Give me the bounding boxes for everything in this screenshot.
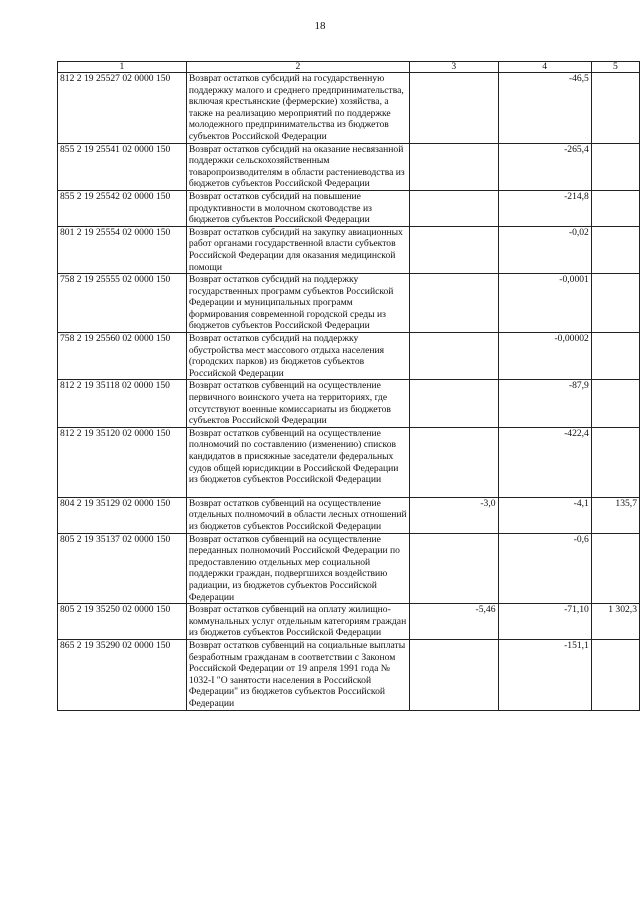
budget-code: 812 2 19 35120 02 0000 150 [58,427,187,497]
budget-code: 801 2 19 25554 02 0000 150 [58,226,187,273]
value-col5: 135,7 [591,497,639,533]
table-row [58,226,640,273]
value-col5 [591,333,639,380]
value-col3: -3,0 [410,497,499,533]
value-col4: -0,6 [498,533,591,604]
budget-code: 865 2 19 35290 02 0000 150 [58,639,187,710]
value-col3 [410,380,499,427]
table-row [58,380,640,427]
value-col5 [591,427,639,497]
value-col3 [410,427,499,497]
value-col4: -0,02 [498,226,591,273]
table-row [58,427,640,497]
value-col5 [591,226,639,273]
budget-code: 805 2 19 35250 02 0000 150 [58,604,187,640]
value-col4: -71,10 [498,604,591,640]
row-description: Возврат остатков субсидий на оказание несвязанной поддержки сельскохозяйственным товаропроизводителям в области растениеводства из бюджетов субъектов Российской Федерации [186,143,409,190]
table-row [58,190,640,226]
value-col5 [591,143,639,190]
value-col5: 1 302,3 [591,604,639,640]
value-col3 [410,143,499,190]
table-row [58,639,640,710]
value-col4: -4,1 [498,497,591,533]
budget-code: 855 2 19 25541 02 0000 150 [58,143,187,190]
row-description: Возврат остатков субсидий на закупку авиационных работ органами государственной власти субъектов Российской Федерации для оказания медицинской помощи [186,226,409,273]
value-col5 [591,639,639,710]
value-col3: -5,46 [410,604,499,640]
value-col5 [591,274,639,333]
page-number: 18 [314,20,326,32]
row-description: Возврат остатков субсидий на поддержку государственных программ субъектов Российской Федерации и муниципальных программ формирования современной городской среды из бюджетов субъектов Российской Федерации [186,274,409,333]
row-description: Возврат остатков субвенций на оплату жилищно-коммунальных услуг отдельным категориям граждан из бюджетов субъектов Российской Федерации [186,604,409,640]
table-row [58,73,640,144]
value-col5 [591,533,639,604]
row-description: Возврат остатков субсидий на государственную поддержку малого и среднего предпринимательства, включая крестьянские (фермерские) хозяйства, а также на реализацию мероприятий по поддержке молодежного предпринимательства из бюджетов субъектов Российской Федерации [186,73,409,144]
row-description: Возврат остатков субвенций на социальные выплаты безработным гражданам в соответствии с Законом Российской Федерации от 19 апреля 1991 года № 1032-I "О занятости населения в Российской Федерации" из бюджетов субъектов Российской Федерации [186,639,409,710]
value-col3 [410,274,499,333]
header-row [58,62,640,73]
budget-code: 804 2 19 35129 02 0000 150 [58,497,187,533]
budget-code: 758 2 19 25560 02 0000 150 [58,333,187,380]
table-row [58,604,640,640]
value-col4: -46,5 [498,73,591,144]
column-header: 5 [591,62,639,73]
column-header: 3 [410,62,499,73]
value-col3 [410,190,499,226]
column-header: 1 [58,62,187,73]
value-col4: -422,4 [498,427,591,497]
table-row [58,497,640,533]
value-col3 [410,73,499,144]
row-description: Возврат остатков субвенций на осуществление отдельных полномочий в области лесных отношений из бюджетов субъектов Российской Федерации [186,497,409,533]
row-description: Возврат остатков субсидий на поддержку обустройства мест массового отдыха населения (городских парков) из бюджетов субъектов Российской Федерации [186,333,409,380]
table-row [58,143,640,190]
budget-code: 758 2 19 25555 02 0000 150 [58,274,187,333]
budget-code: 805 2 19 35137 02 0000 150 [58,533,187,604]
value-col4: -151,1 [498,639,591,710]
row-description: Возврат остатков субвенций на осуществление переданных полномочий Российской Федерации по предоставлению отдельных мер социальной поддержки граждан, подвергшихся воздействию радиации, из бюджетов субъектов Российской Федерации [186,533,409,604]
column-header: 4 [498,62,591,73]
value-col3 [410,333,499,380]
value-col4: -0,0001 [498,274,591,333]
value-col4: -265,4 [498,143,591,190]
value-col4: -214,8 [498,190,591,226]
table-row [58,533,640,604]
value-col4: -87,9 [498,380,591,427]
budget-code: 855 2 19 25542 02 0000 150 [58,190,187,226]
row-description: Возврат остатков субвенций на осуществление полномочий по составлению (изменению) списков кандидатов в присяжные заседатели федеральных судов общей юрисдикции в Российской Федерации из бюджетов субъектов Российской Федерации [186,427,409,497]
value-col3 [410,226,499,273]
table-row [58,274,640,333]
value-col5 [591,380,639,427]
value-col4: -0,00002 [498,333,591,380]
value-col5 [591,73,639,144]
row-description: Возврат остатков субсидий на повышение продуктивности в молочном скотоводстве из бюджетов субъектов Российской Федерации [186,190,409,226]
budget-table [57,61,640,711]
value-col5 [591,190,639,226]
budget-code: 812 2 19 35118 02 0000 150 [58,380,187,427]
budget-code: 812 2 19 25527 02 0000 150 [58,73,187,144]
table-row [58,333,640,380]
column-header: 2 [186,62,409,73]
row-description: Возврат остатков субвенций на осуществление первичного воинского учета на территориях, где отсутствуют военные комиссариаты из бюджетов субъектов Российской Федерации [186,380,409,427]
value-col3 [410,639,499,710]
value-col3 [410,533,499,604]
